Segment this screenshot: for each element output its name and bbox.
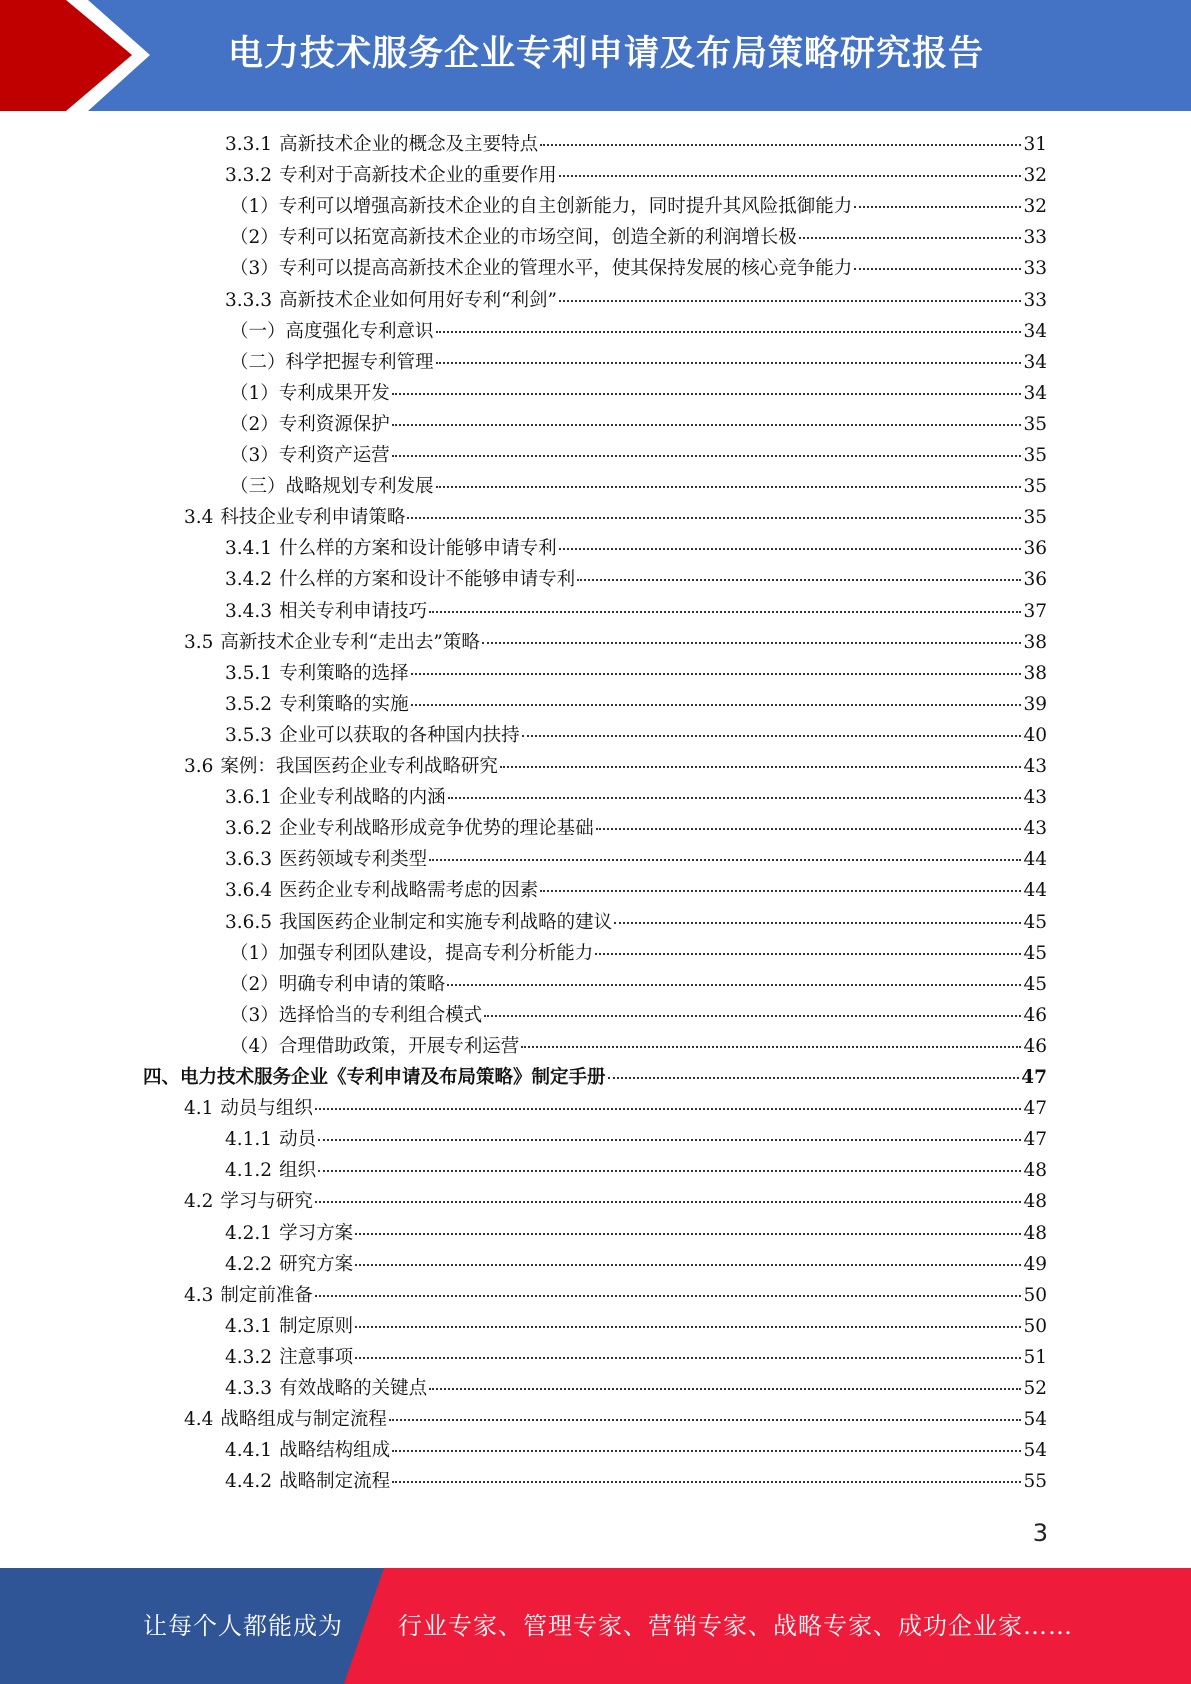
toc-entry[interactable] bbox=[225, 160, 1047, 191]
toc-entry[interactable] bbox=[225, 689, 1047, 720]
toc-entry[interactable] bbox=[225, 564, 1047, 595]
toc-entry[interactable] bbox=[230, 347, 1047, 378]
toc-entry[interactable] bbox=[184, 1186, 1047, 1217]
toc-entry-label bbox=[225, 689, 409, 720]
toc-entry-label bbox=[225, 1373, 427, 1404]
toc-entry-text: （2）明确专利申请的策略 bbox=[230, 974, 446, 995]
toc-entry[interactable] bbox=[230, 938, 1047, 969]
toc-leader-dots bbox=[392, 1449, 1021, 1452]
toc-leader-dots bbox=[436, 485, 1022, 488]
toc-entry-text: 科技企业专利申请策略 bbox=[220, 507, 406, 528]
toc-entry-page: 36 bbox=[1023, 569, 1047, 590]
toc-entry[interactable] bbox=[225, 907, 1047, 938]
toc-entry-text: 企业专利战略的内涵 bbox=[279, 787, 446, 808]
toc-entry-page: 33 bbox=[1023, 258, 1047, 279]
toc-entry-text: 战略组成与制定流程 bbox=[220, 1409, 387, 1430]
toc-entry-page: 47 bbox=[1023, 1129, 1047, 1150]
toc-entry[interactable] bbox=[230, 969, 1047, 1000]
toc-leader-dots bbox=[389, 1418, 1022, 1421]
toc-entry-text: （3）专利可以提高高新技术企业的管理水平，使其保持发展的核心竞争能力 bbox=[230, 258, 853, 279]
toc-entry-page: 43 bbox=[1023, 756, 1047, 777]
toc-entry[interactable] bbox=[184, 627, 1047, 658]
toc-leader-dots bbox=[614, 921, 1021, 924]
toc-entry-label bbox=[225, 1249, 353, 1280]
toc-entry-label bbox=[230, 191, 852, 222]
toc-entry-text: 四、电力技术服务企业《专利申请及布局策略》制定手册 bbox=[143, 1067, 606, 1088]
report-title: 电力技术服务企业专利申请及布局策略研究报告 bbox=[228, 34, 985, 74]
toc-entry-label bbox=[230, 222, 797, 253]
toc-entry-text: 战略制定流程 bbox=[279, 1471, 391, 1492]
toc-entry-label bbox=[225, 1435, 390, 1466]
toc-entry-page: 54 bbox=[1023, 1409, 1047, 1430]
toc-entry-text: 医药领域专利类型 bbox=[279, 849, 428, 870]
toc-entry-text: 相关专利申请技巧 bbox=[279, 601, 428, 622]
toc-entry-label bbox=[225, 720, 520, 751]
toc-leader-dots bbox=[318, 1169, 1021, 1172]
toc-entry-text: 我国医药企业制定和实施专利战略的建议 bbox=[279, 912, 613, 933]
toc-entry-label bbox=[225, 813, 594, 844]
footer-slogan-left: 让每个人都能成为 bbox=[143, 1612, 343, 1640]
toc-entry-number: 3.4.3 bbox=[225, 601, 273, 622]
toc-entry-page: 35 bbox=[1023, 414, 1047, 435]
toc-leader-dots bbox=[482, 641, 1022, 644]
toc-entry-number: 3.3.3 bbox=[225, 290, 273, 311]
toc-entry[interactable] bbox=[230, 471, 1047, 502]
toc-entry-label bbox=[184, 627, 480, 658]
toc-entry-page: 34 bbox=[1023, 352, 1047, 373]
toc-entry-label bbox=[225, 875, 538, 906]
toc-entry-text: （3）专利资产运营 bbox=[230, 445, 390, 466]
page-footer bbox=[0, 1568, 1191, 1684]
toc-leader-dots bbox=[392, 454, 1022, 457]
toc-entry[interactable] bbox=[225, 1249, 1047, 1280]
toc-entry[interactable] bbox=[225, 533, 1047, 564]
toc-entry-page: 43 bbox=[1023, 818, 1047, 839]
toc-entry-label bbox=[225, 596, 427, 627]
toc-entry-label bbox=[225, 907, 612, 938]
toc-leader-dots bbox=[540, 889, 1021, 892]
toc-entry-number: 3.5 bbox=[184, 632, 214, 653]
toc-entry-page: 44 bbox=[1023, 880, 1047, 901]
toc-entry-text: 战略结构组成 bbox=[279, 1440, 391, 1461]
toc-entry[interactable] bbox=[225, 1342, 1047, 1373]
toc-entry-number: 3.5.2 bbox=[225, 694, 273, 715]
toc-entry-label bbox=[225, 782, 446, 813]
toc-entry-label bbox=[225, 658, 409, 689]
toc-entry-page: 35 bbox=[1023, 476, 1047, 497]
toc-entry-number: 4.1.2 bbox=[225, 1160, 273, 1181]
toc-leader-dots bbox=[411, 703, 1022, 706]
toc-entry-text: （一）高度强化专利意识 bbox=[230, 321, 434, 342]
toc-entry-label bbox=[184, 1280, 313, 1311]
toc-entry-text: 制定原则 bbox=[279, 1316, 354, 1337]
toc-entry-text: 专利策略的选择 bbox=[279, 663, 409, 684]
toc-entry-text: 学习与研究 bbox=[220, 1191, 313, 1212]
toc-entry-text: 高新技术企业专利“走出去”策略 bbox=[220, 632, 480, 653]
toc-entry-page: 35 bbox=[1023, 507, 1047, 528]
toc-entry-text: （三）战略规划专利发展 bbox=[230, 476, 434, 497]
toc-leader-dots bbox=[355, 1325, 1021, 1328]
toc-entry-number: 3.6 bbox=[184, 756, 214, 777]
toc-entry[interactable] bbox=[184, 1280, 1047, 1311]
toc-entry[interactable] bbox=[225, 1373, 1047, 1404]
toc-entry-number: 4.3.1 bbox=[225, 1316, 273, 1337]
toc-entry-label bbox=[230, 409, 390, 440]
toc-entry[interactable] bbox=[225, 813, 1047, 844]
toc-entry-label bbox=[230, 316, 434, 347]
toc-entry-page: 49 bbox=[1023, 1254, 1047, 1275]
toc-entry-page: 47 bbox=[1023, 1098, 1047, 1119]
page-header bbox=[0, 0, 1191, 111]
toc-entry[interactable] bbox=[225, 658, 1047, 689]
toc-entry-label bbox=[184, 1186, 313, 1217]
toc-leader-dots bbox=[447, 983, 1021, 986]
toc-entry-text: 高新技术企业如何用好专利“利剑” bbox=[279, 290, 557, 311]
toc-entry-label bbox=[225, 1218, 353, 1249]
toc-leader-dots bbox=[436, 330, 1022, 333]
toc-entry-text: （1）加强专利团队建设，提高专利分析能力 bbox=[230, 943, 594, 964]
toc-entry[interactable] bbox=[184, 502, 1047, 533]
toc-entry-page: 50 bbox=[1023, 1285, 1047, 1306]
toc-entry[interactable] bbox=[184, 1093, 1047, 1124]
toc-leader-dots bbox=[521, 1045, 1021, 1048]
toc-entry-text: 制定前准备 bbox=[220, 1285, 313, 1306]
toc-entry-text: （2）专利资源保护 bbox=[230, 414, 390, 435]
toc-entry-label bbox=[230, 347, 434, 378]
toc-entry-page: 48 bbox=[1023, 1223, 1047, 1244]
toc-entry-text: 有效战略的关键点 bbox=[279, 1378, 428, 1399]
toc-entry-page: 43 bbox=[1023, 787, 1047, 808]
toc-entry-page: 47 bbox=[1021, 1067, 1047, 1088]
toc-entry-label bbox=[225, 1124, 316, 1155]
toc-entry-number: 3.6.4 bbox=[225, 880, 273, 901]
toc-leader-dots bbox=[429, 610, 1021, 613]
toc-leader-dots bbox=[411, 672, 1022, 675]
toc-leader-dots bbox=[355, 1263, 1021, 1266]
toc-entry[interactable] bbox=[225, 1124, 1047, 1155]
toc-entry[interactable] bbox=[230, 222, 1047, 253]
toc-entry-number: 4.1 bbox=[184, 1098, 214, 1119]
page-number: 3 bbox=[1032, 1519, 1048, 1547]
toc-entry-label bbox=[184, 1093, 313, 1124]
toc-entry-text: 学习方案 bbox=[279, 1223, 354, 1244]
toc-entry-number: 4.2 bbox=[184, 1191, 214, 1212]
toc-entry-text: （4）合理借助政策，开展专利运营 bbox=[230, 1036, 520, 1057]
toc-leader-dots bbox=[559, 299, 1021, 302]
toc-entry-page: 46 bbox=[1023, 1036, 1047, 1057]
toc-entry[interactable] bbox=[225, 844, 1047, 875]
toc-entry-number: 4.3.2 bbox=[225, 1347, 273, 1368]
toc-entry-page: 45 bbox=[1023, 974, 1047, 995]
toc-entry-number: 4.3.3 bbox=[225, 1378, 273, 1399]
toc-entry-page: 48 bbox=[1023, 1191, 1047, 1212]
toc-entry-page: 40 bbox=[1023, 725, 1047, 746]
toc-entry-label bbox=[230, 1031, 519, 1062]
toc-entry-label bbox=[230, 1000, 482, 1031]
toc-leader-dots bbox=[577, 578, 1021, 581]
toc-entry-number: 3.4 bbox=[184, 507, 214, 528]
toc-entry-label bbox=[230, 969, 445, 1000]
red-arrow-logo bbox=[0, 0, 160, 111]
toc-entry[interactable] bbox=[225, 1466, 1047, 1497]
toc-leader-dots bbox=[608, 1076, 1020, 1079]
toc-entry-text: 什么样的方案和设计不能够申请专利 bbox=[279, 569, 576, 590]
toc-entry-text: 什么样的方案和设计能够申请专利 bbox=[279, 538, 557, 559]
toc-entry-page: 45 bbox=[1023, 912, 1047, 933]
toc-entry-page: 55 bbox=[1023, 1471, 1047, 1492]
toc-entry-page: 52 bbox=[1023, 1378, 1047, 1399]
toc-entry-text: 动员 bbox=[279, 1129, 317, 1150]
toc-entry-text: 注意事项 bbox=[279, 1347, 354, 1368]
toc-leader-dots bbox=[522, 734, 1022, 737]
toc-leader-dots bbox=[392, 1480, 1021, 1483]
toc-leader-dots bbox=[355, 1356, 1021, 1359]
toc-entry[interactable] bbox=[230, 1031, 1047, 1062]
toc-entry-label bbox=[225, 285, 557, 316]
toc-entry-text: （3）选择恰当的专利组合模式 bbox=[230, 1005, 483, 1026]
toc-leader-dots bbox=[596, 827, 1022, 830]
toc-entry-text: 研究方案 bbox=[279, 1254, 354, 1275]
toc-entry-label bbox=[225, 1311, 353, 1342]
toc-leader-dots bbox=[500, 765, 1022, 768]
toc-leader-dots bbox=[559, 174, 1022, 177]
toc-entry-number: 3.5.3 bbox=[225, 725, 273, 746]
toc-entry[interactable] bbox=[225, 782, 1047, 813]
toc-entry[interactable] bbox=[230, 409, 1047, 440]
toc-leader-dots bbox=[429, 858, 1021, 861]
toc-entry-label bbox=[184, 1404, 387, 1435]
toc-entry-page: 31 bbox=[1023, 134, 1047, 155]
toc-entry-label bbox=[184, 502, 405, 533]
toc-leader-dots bbox=[854, 267, 1021, 270]
toc-entry-text: 专利对于高新技术企业的重要作用 bbox=[279, 165, 557, 186]
toc-entry-page: 33 bbox=[1023, 290, 1047, 311]
toc-entry-text: 案例：我国医药企业专利战略研究 bbox=[220, 756, 498, 777]
toc-entry-page: 34 bbox=[1023, 321, 1047, 342]
toc-entry-number: 4.4.1 bbox=[225, 1440, 273, 1461]
toc-entry[interactable] bbox=[230, 378, 1047, 409]
toc-entry-text: 专利策略的实施 bbox=[279, 694, 409, 715]
toc-entry[interactable] bbox=[230, 253, 1047, 284]
toc-entry[interactable] bbox=[225, 1218, 1047, 1249]
toc-entry-label bbox=[225, 160, 557, 191]
toc-entry-text: 动员与组织 bbox=[220, 1098, 313, 1119]
toc-entry-page: 45 bbox=[1023, 943, 1047, 964]
toc-entry[interactable] bbox=[225, 596, 1047, 627]
toc-entry-page: 44 bbox=[1023, 849, 1047, 870]
toc-leader-dots bbox=[799, 236, 1022, 239]
toc-entry-label bbox=[225, 1342, 353, 1373]
toc-entry-number: 4.2.2 bbox=[225, 1254, 273, 1275]
toc-entry-number: 3.3.1 bbox=[225, 134, 273, 155]
toc-entry[interactable] bbox=[225, 285, 1047, 316]
toc-entry-number: 3.4.1 bbox=[225, 538, 273, 559]
toc-entry-page: 54 bbox=[1023, 1440, 1047, 1461]
toc-entry-page: 33 bbox=[1023, 227, 1047, 248]
toc-entry[interactable] bbox=[225, 1435, 1047, 1466]
toc-leader-dots bbox=[448, 796, 1022, 799]
toc-entry[interactable] bbox=[225, 1155, 1047, 1186]
toc-entry-label bbox=[225, 564, 575, 595]
toc-entry-label bbox=[230, 440, 390, 471]
toc-entry-page: 32 bbox=[1023, 196, 1047, 217]
toc-entry-page: 38 bbox=[1023, 632, 1047, 653]
toc-entry-page: 51 bbox=[1023, 1347, 1047, 1368]
toc-entry-label bbox=[230, 471, 434, 502]
toc-entry-page: 48 bbox=[1023, 1160, 1047, 1181]
toc-entry-number: 3.3.2 bbox=[225, 165, 273, 186]
toc-leader-dots bbox=[595, 952, 1021, 955]
toc-entry-label bbox=[225, 129, 538, 160]
toc-entry-number: 3.4.2 bbox=[225, 569, 273, 590]
toc-entry-label bbox=[184, 751, 498, 782]
toc-entry-text: （1）专利成果开发 bbox=[230, 383, 390, 404]
toc-entry-text: 企业专利战略形成竞争优势的理论基础 bbox=[279, 818, 594, 839]
toc-entry-page: 36 bbox=[1023, 538, 1047, 559]
toc-entry-text: （1）专利可以增强高新技术企业的自主创新能力，同时提升其风险抵御能力 bbox=[230, 196, 853, 217]
toc-leader-dots bbox=[318, 1138, 1021, 1141]
toc-entry[interactable] bbox=[225, 875, 1047, 906]
toc-entry-text: 医药企业专利战略需考虑的因素 bbox=[279, 880, 539, 901]
toc-entry-number: 4.4.2 bbox=[225, 1471, 273, 1492]
toc-entry-page: 39 bbox=[1023, 694, 1047, 715]
toc-entry-label bbox=[230, 378, 390, 409]
toc-entry-label bbox=[225, 533, 557, 564]
toc-entry-label bbox=[143, 1062, 606, 1093]
toc-entry-label bbox=[230, 253, 852, 284]
toc-leader-dots bbox=[484, 1014, 1021, 1017]
toc-entry[interactable] bbox=[143, 1062, 1047, 1093]
toc-leader-dots bbox=[315, 1107, 1022, 1110]
toc-entry-page: 37 bbox=[1023, 601, 1047, 622]
toc-leader-dots bbox=[559, 547, 1022, 550]
toc-entry-text: （2）专利可以拓宽高新技术企业的市场空间，创造全新的利润增长极 bbox=[230, 227, 797, 248]
toc-leader-dots bbox=[407, 516, 1021, 519]
toc-entry-number: 3.5.1 bbox=[225, 663, 273, 684]
footer-slogan-right: 行业专家、管理专家、营销专家、战略专家、成功企业家…… bbox=[398, 1612, 1073, 1640]
toc-leader-dots bbox=[392, 392, 1022, 395]
toc-entry-page: 46 bbox=[1023, 1005, 1047, 1026]
toc-leader-dots bbox=[540, 143, 1021, 146]
toc-leader-dots bbox=[315, 1200, 1022, 1203]
toc-entry[interactable] bbox=[225, 720, 1047, 751]
toc-entry-label bbox=[230, 938, 593, 969]
toc-entry[interactable] bbox=[184, 751, 1047, 782]
toc-entry-number: 3.6.1 bbox=[225, 787, 273, 808]
toc-entry-text: 高新技术企业的概念及主要特点 bbox=[279, 134, 539, 155]
toc-entry-number: 3.6.5 bbox=[225, 912, 273, 933]
toc-entry-number: 4.3 bbox=[184, 1285, 214, 1306]
toc-entry-label bbox=[225, 1155, 316, 1186]
toc-entry[interactable] bbox=[225, 129, 1047, 160]
toc-entry-number: 3.6.3 bbox=[225, 849, 273, 870]
toc-entry-page: 35 bbox=[1023, 445, 1047, 466]
toc-entry[interactable] bbox=[230, 191, 1047, 222]
toc-entry-page: 32 bbox=[1023, 165, 1047, 186]
toc-entry-text: 企业可以获取的各种国内扶持 bbox=[279, 725, 520, 746]
toc-entry-page: 50 bbox=[1023, 1316, 1047, 1337]
toc-leader-dots bbox=[392, 423, 1022, 426]
toc-leader-dots bbox=[436, 361, 1022, 364]
toc-entry-number: 4.4 bbox=[184, 1409, 214, 1430]
toc-entry-label bbox=[225, 1466, 390, 1497]
toc-entry[interactable] bbox=[184, 1404, 1047, 1435]
toc-entry-text: 组织 bbox=[279, 1160, 317, 1181]
toc-entry-page: 38 bbox=[1023, 663, 1047, 684]
toc-entry-page: 34 bbox=[1023, 383, 1047, 404]
toc-leader-dots bbox=[429, 1387, 1021, 1390]
toc-leader-dots bbox=[315, 1294, 1022, 1297]
toc-entry[interactable] bbox=[230, 1000, 1047, 1031]
toc-entry[interactable] bbox=[225, 1311, 1047, 1342]
toc-entry-text: （二）科学把握专利管理 bbox=[230, 352, 434, 373]
toc-entry[interactable] bbox=[230, 316, 1047, 347]
toc-entry-number: 3.6.2 bbox=[225, 818, 273, 839]
toc-leader-dots bbox=[355, 1232, 1021, 1235]
toc-entry-number: 4.2.1 bbox=[225, 1223, 273, 1244]
toc-leader-dots bbox=[854, 205, 1021, 208]
toc-entry[interactable] bbox=[230, 440, 1047, 471]
toc-entry-label bbox=[225, 844, 427, 875]
toc-entry-number: 4.1.1 bbox=[225, 1129, 273, 1150]
